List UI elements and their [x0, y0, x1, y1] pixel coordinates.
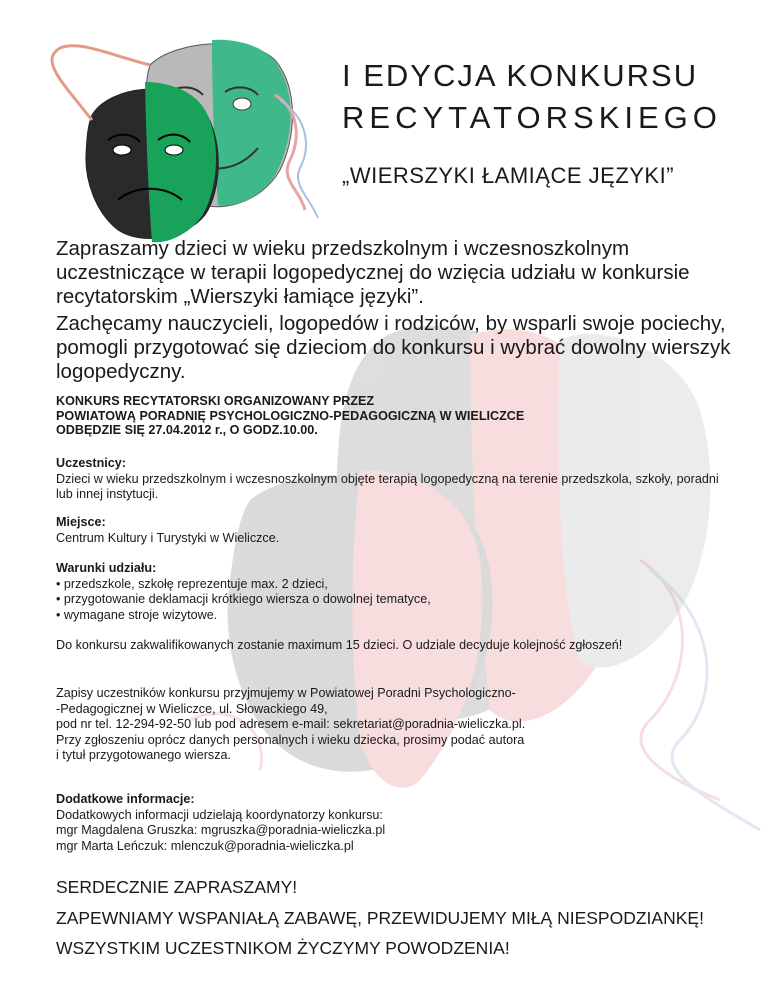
conditions-list	[56, 577, 736, 624]
conditions-section	[56, 561, 736, 623]
section-text: Centrum Kultury i Turystyki w Wieliczce.	[56, 530, 280, 545]
section-heading: Warunki udziału:	[56, 561, 157, 575]
section-text: Dzieci w wieku przedszkolnym i wczesnoszkolnym objęte terapią logopedyczną na terenie przedszkola, szkoły, poradni lub innej instytucji.	[56, 471, 719, 501]
encouragement-text: Zachęcamy nauczycieli, logopedów i rodziców, by wsparli swoje pociechy, pomogli przygotować się dzieciom do konkursu i wybrać dowolny wierszyk logopedyczny.	[56, 312, 731, 383]
contest-title-line-2: RECYTATORSKIEGO	[342, 100, 722, 135]
registration-line: pod nr tel. 12-294-92-50 lub pod adresem e-mail: sekretariat@poradnia-wieliczka.pl.	[56, 717, 526, 731]
organizer-block	[56, 394, 736, 438]
contact-line: mgr Marta Leńczuk: mlenczuk@poradnia-wieliczka.pl	[56, 838, 354, 853]
section-heading: Uczestnicy:	[56, 456, 126, 470]
invitation-text: Zapraszamy dzieci w wieku przedszkolnym i wczesnoszkolnym uczestniczące w terapii logopedycznej do wzięcia udziału w konkursie recytatorskim „Wierszyki łamiące języki”.	[56, 237, 690, 308]
organizer-line: KONKURS RECYTATORSKI ORGANIZOWANY PRZEZ	[56, 394, 375, 408]
registration-line: -Pedagogicznej w Wieliczce, ul. Słowackiego 49,	[56, 701, 328, 716]
contest-title-line-1: I EDYCJA KONKURSU	[342, 58, 699, 93]
encouragement-paragraph	[56, 312, 736, 384]
participants-section	[56, 456, 736, 503]
closing-line: SERDECZNIE ZAPRASZAMY!	[56, 877, 298, 897]
closing-line: WSZYSTKIM UCZESTNIKOM ŻYCZYMY POWODZENIA!	[56, 938, 510, 958]
registration-section	[56, 686, 736, 764]
contact-line: mgr Magdalena Gruszka: mgruszka@poradnia-wieliczka.pl	[56, 823, 386, 837]
contest-subtitle: „WIERSZYKI ŁAMIĄCE JĘZYKI”	[342, 163, 675, 188]
registration-line: Przy zgłoszeniu oprócz danych personalnych i wieku dziecka, prosimy podać autora	[56, 732, 525, 747]
list-item: • przedszkole, szkołę reprezentuje max. 2 dzieci,	[56, 577, 736, 593]
list-item: • przygotowanie deklamacji krótkiego wiersza o dowolnej tematyce,	[56, 592, 736, 608]
section-heading: Miejsce:	[56, 515, 106, 529]
organizer-line: POWIATOWĄ PORADNIĘ PSYCHOLOGICZNO-PEDAGOGICZNĄ W WIELICZCE	[56, 408, 525, 423]
closing-block	[56, 872, 756, 964]
additional-line: Dodatkowych informacji udzielają koordynatorzy konkursu:	[56, 807, 383, 822]
additional-info-section	[56, 792, 736, 854]
section-heading: Dodatkowe informacje:	[56, 792, 195, 806]
section-text: Do konkursu zakwalifikowanych zostanie maximum 15 dzieci. O udziale decyduje kolejność zgłoszeń!	[56, 638, 623, 652]
registration-line: Zapisy uczestników konkursu przyjmujemy w Powiatowej Poradni Psychologiczno-	[56, 686, 516, 700]
list-item: • wymagane stroje wizytowe.	[56, 608, 736, 624]
registration-line: i tytuł przygotowanego wiersza.	[56, 748, 231, 762]
place-section	[56, 515, 736, 546]
invitation-paragraph	[56, 237, 736, 309]
qualification-section	[56, 638, 736, 654]
closing-line: ZAPEWNIAMY WSPANIAŁĄ ZABAWĘ, PRZEWIDUJEMY MIŁĄ NIESPODZIANKĘ!	[56, 907, 704, 928]
organizer-line: ODBĘDZIE SIĘ 27.04.2012 r., O GODZ.10.00.	[56, 423, 318, 437]
top-masks	[52, 40, 318, 243]
